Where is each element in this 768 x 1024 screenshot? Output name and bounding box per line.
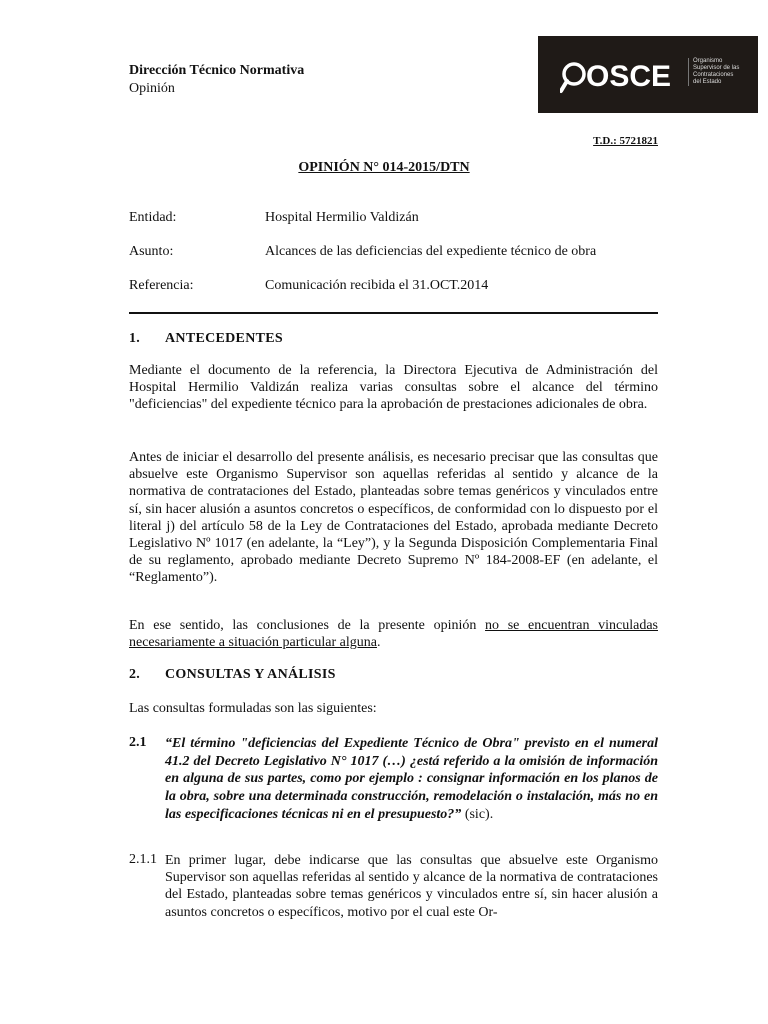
paragraph-text: En ese sentido, las conclusiones de la presente opinión bbox=[129, 618, 486, 633]
subsection-number: 2.1.1 bbox=[129, 852, 157, 867]
paragraph-antecedentes: Mediante el documento de la referencia, la Directora Ejecutiva de Administración del Hospital Hermilio Valdizán realiza varias consultas sobre el alcance del término "deficiencias" del expediente técnico para la aprobación de prestaciones adicionales de obra. bbox=[129, 363, 658, 413]
osce-logo-mark bbox=[560, 54, 680, 98]
underlined-text: no se encuentran vinculadas necesariamente a situación particular alguna bbox=[129, 618, 658, 651]
section-number: 2. bbox=[129, 667, 141, 682]
department-name: Dirección Técnico Normativa bbox=[129, 63, 305, 78]
paragraph-precision: Antes de iniciar el desarrollo del presente análisis, es necesario precisar que las consultas que absuelve este Organismo Supervisor son aquellas referidas al sentido y alcance de la normativa de contrataciones del Estado, planteadas sobre temas genéricos y vinculados entre sí, sin hacer alusión a asuntos concretos o específicos, de conformidad con lo dispuesto por el literal j) del artículo 58 de la Ley de Contrataciones del Estado, aprobada mediante Decreto Legislativo Nº 1017 (en adelante, la “Ley”), y la Segunda Disposición Complementaria Final de su reglamento, aprobado mediante Decreto Supremo Nº 184-2008-EF (en adelante, el “Reglamento”). bbox=[129, 450, 658, 586]
paragraph-end: . bbox=[377, 635, 381, 651]
section-number: 1. bbox=[129, 331, 141, 346]
section-title: ANTECEDENTES bbox=[165, 331, 283, 346]
meta-value: Hospital Hermilio Valdizán bbox=[265, 210, 419, 225]
meta-value: Alcances de las deficiencias del expediente técnico de obra bbox=[265, 244, 597, 259]
section-title: CONSULTAS Y ANÁLISIS bbox=[165, 667, 336, 682]
question-text: “El término "deficiencias del Expediente Técnico de Obra" previsto en el numeral 41.2 del Decreto Legislativo N° 1017 (…) ¿está referido a la omisión de información en alguna de sus partes, como por ejemplo : consignar información en los planos de la obra, sobre una determinada construcción, remodelación o instalación, más no en las especificaciones técnicas ni en el presupuesto?” bbox=[165, 736, 658, 822]
question-text-block bbox=[165, 735, 658, 824]
logo-subtitle-line: del Estado bbox=[693, 79, 722, 85]
question-suffix: (sic). bbox=[461, 806, 494, 822]
paragraph-intro-consultas: Las consultas formuladas son las siguientes: bbox=[129, 701, 377, 716]
logo-brand-text: OSCE bbox=[586, 60, 672, 93]
osce-logo bbox=[538, 36, 758, 113]
td-number: T.D.: 5721821 bbox=[593, 135, 658, 147]
subsection-text: En primer lugar, debe indicarse que las consultas que absuelve este Organismo Supervisor son aquellas referidas al sentido y alcance de la normativa de contrataciones del Estado, planteadas sobre temas genéricos y vinculados entre sí, sin hacer alusión a asuntos concretos o específicos, motivo por el cual este Or- bbox=[165, 853, 658, 920]
header-divider bbox=[129, 312, 658, 314]
question-number: 2.1 bbox=[129, 735, 147, 750]
meta-key: Asunto: bbox=[129, 244, 174, 259]
document-type: Opinión bbox=[129, 81, 175, 96]
meta-value: Comunicación recibida el 31.OCT.2014 bbox=[265, 278, 489, 293]
logo-subtitle-line: Organismo bbox=[693, 58, 723, 64]
logo-subtitle-line: Contrataciones bbox=[693, 72, 734, 78]
meta-key: Entidad: bbox=[129, 210, 177, 225]
logo-subtitle bbox=[688, 58, 757, 86]
logo-subtitle-line: Supervisor de las bbox=[693, 65, 740, 71]
header-block bbox=[129, 62, 304, 98]
meta-key: Referencia: bbox=[129, 278, 194, 293]
paragraph-conclusion-scope bbox=[129, 617, 658, 651]
opinion-title: OPINIÓN N° 014-2015/DTN bbox=[298, 160, 470, 175]
